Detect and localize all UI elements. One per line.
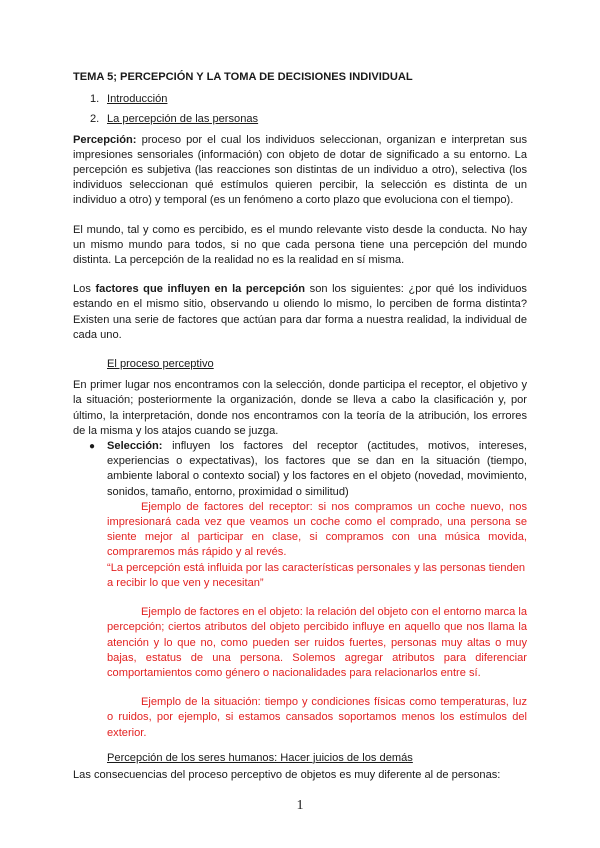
- factores-bold: factores que influyen en la percepción: [95, 283, 306, 296]
- paragraph-mundo: El mundo, tal y como es percibido, es el mundo relevante visto desde la conducta. No hay un mismo mundo para todos, si no que cada persona tiene una percepción del mundo distinta. La percepción de la realidad no es la realidad en sí misma.: [73, 223, 527, 267]
- paragraph-proceso: En primer lugar nos encontramos con la selección, donde participa el receptor, el objetivo y la situación; posteriormente la organización, donde se lleva a cabo la clasificación y, por último, la interpretación, donde nos encontramos con la teoría de la atribución, los errores de la misma y los atajos cuando se juzga.: [73, 379, 527, 437]
- document-title: TEMA 5; PERCEPCIÓN Y LA TOMA DE DECISIONES INDIVIDUAL: [73, 71, 413, 83]
- outline-number: 1.: [90, 93, 100, 106]
- outline-label: Introducción: [107, 93, 168, 106]
- heading-proceso-perceptivo: El proceso perceptivo: [107, 358, 214, 371]
- paragraph-consecuencias: Las consecuencias del proceso perceptivo de objetos es muy diferente al de personas:: [73, 768, 501, 781]
- paragraph-percepcion: [73, 133, 527, 209]
- quote-percepcion: “La percepción está influida por las características personales y las personas tienden a recibir lo que ven y necesitan”: [107, 561, 526, 589]
- factores-post: son los siguientes: ¿por qué los individuos estando en el mismo sitio, observando u oliendo lo mismo, lo perciben de forma distinta? Existen una serie de factores que actúan para dar forma a nuestra realidad, la individual de cada uno.: [73, 283, 527, 341]
- outline-item: [73, 112, 527, 127]
- page-number: 1: [296, 798, 304, 813]
- outline-label: La percepción de las personas: [107, 113, 259, 126]
- factores-pre: Los: [73, 283, 96, 296]
- document-page: [73, 70, 527, 783]
- ejemplo-situacion: Ejemplo de la situación: tiempo y condiciones físicas como temperaturas, luz o ruidos, por ejemplo, si estamos cansados soportamos menos los estímulos del exterior.: [107, 696, 527, 739]
- paragraph-factores: [73, 282, 527, 343]
- seleccion-text: influyen los factores del receptor (actitudes, motivos, intereses, experiencias o expectativas), los factores que se dan en la situación (tiempo, ambiente laboral o contexto social) y los factores en el objeto (novedad, movimiento, sonidos, tamaño, entorno, proximidad o similitud): [107, 440, 527, 498]
- percepcion-definition: proceso por el cual los individuos seleccionan, organizan e interpretan sus impresiones sensoriales (información) con objeto de dotar de significado a su entorno. La percepción es subjetiva (las reacciones son distintas de un individuo a otro), selectiva (los individuos seleccionan qué estímulos quieren percibir, la selección es distinta de un individuo a otro) y temporal (es un fenómeno a corto plazo que evoluciona con el tiempo).: [73, 133, 527, 207]
- term-seleccion: Selección:: [107, 440, 163, 453]
- outline-number: 2.: [90, 113, 100, 126]
- bullet-seleccion: [73, 439, 527, 500]
- ejemplo-receptor: Ejemplo de factores del receptor: si nos compramos un coche nuevo, nos impresionará cada vez que veamos un coche como el comprado, una persona se siente mejor al participar en clase, si compramos con una música movida, compraremos más rápido y al revés.: [107, 500, 527, 559]
- outline-list: [73, 92, 527, 127]
- term-percepcion: Percepción:: [73, 133, 137, 146]
- heading-seres-humanos: Percepción de los seres humanos: Hacer juicios de los demás: [107, 751, 413, 764]
- bullet-dot: ●: [89, 441, 96, 453]
- outline-item: [73, 92, 527, 107]
- ejemplo-objeto: Ejemplo de factores en el objeto: la relación del objeto con el entorno marca la percepción; ciertos atributos del objeto percibido influye en aquello que nos llama la atención y lo que no, como pueden ser ruidos fuertes, personas muy altas o muy bajas, estatus de una persona. Solemos agregar atributos para diferenciar comportamientos como género o nacionalidades para relacionarlos entre sí.: [107, 606, 527, 679]
